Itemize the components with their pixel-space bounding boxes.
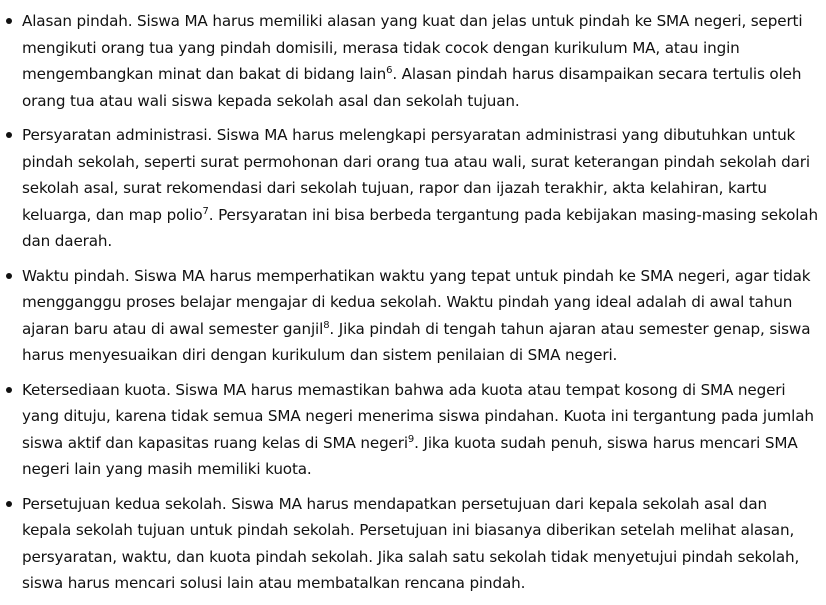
item-text: Alasan pindah. Siswa MA harus memiliki alasan yang kuat dan jelas untuk pindah ke SMA negeri, seperti mengikuti orang tua yang pindah domisili, merasa tidak cocok dengan kurikulum MA, atau ingin mengembangkan minat dan bakat di bidang lain xyxy=(22,12,803,83)
list-item-ketersediaan-kuota xyxy=(0,377,826,483)
list-item-persyaratan-administrasi xyxy=(0,122,826,255)
footnote-link[interactable]: 8 xyxy=(323,319,330,331)
item-text-continued: . Jika kuota sudah penuh, siswa harus mencari SMA negeri lain yang masih memiliki kuota. xyxy=(22,433,798,478)
bullet-icon xyxy=(6,273,12,279)
item-text: Ketersediaan kuota. Siswa MA harus memastikan bahwa ada kuota atau tempat kosong di SMA negeri yang dituju, karena tidak semua SMA negeri menerima siswa pindahan. Kuota ini tergantung pada jumlah siswa aktif dan kapasitas ruang kelas di SMA negeri xyxy=(22,380,814,452)
bullet-list xyxy=(0,8,826,605)
item-text-continued: . Persyaratan ini bisa berbeda tergantung pada kebijakan masing-masing sekolah dan daerah. xyxy=(22,205,818,250)
item-text: Persetujuan kedua sekolah. Siswa MA harus mendapatkan persetujuan dari kepala sekolah asal dan kepala sekolah tujuan untuk pindah sekolah. Persetujuan ini biasanya diberikan setelah melihat alasan, persyaratan, waktu, dan kuota pindah sekolah. Jika salah satu sekolah tidak menyetujui pindah sekolah, siswa harus mencari solusi lain atau membatalkan rencana pindah. xyxy=(22,494,800,592)
item-text: Persyaratan administrasi. Siswa MA harus melengkapi persyaratan administrasi yang dibutuhkan untuk pindah sekolah, seperti surat permohonan dari orang tua atau wali, surat keterangan pindah sekolah dari sekolah asal, surat rekomendasi dari sekolah tujuan, rapor dan ijazah terakhir, akta kelahiran, kartu keluarga, dan map polio xyxy=(22,126,810,224)
item-text-continued: . Jika pindah di tengah tahun ajaran atau semester genap, siswa harus menyesuaikan diri dengan kurikulum dan sistem penilaian di SMA negeri. xyxy=(22,319,811,364)
footnote-link[interactable]: 7 xyxy=(202,205,209,217)
footnote-link[interactable]: 9 xyxy=(407,433,415,445)
footnote-link[interactable]: 6 xyxy=(386,64,393,76)
item-text: Waktu pindah. Siswa MA harus memperhatikan waktu yang tepat untuk pindah ke SMA negeri, agar tidak mengganggu proses belajar mengajar di kedua sekolah. Waktu pindah yang ideal adalah di awal tahun ajaran baru atau di awal semester ganjil xyxy=(22,266,811,338)
bullet-icon xyxy=(6,132,12,138)
list-item-persetujuan-kedua-sekolah xyxy=(0,491,826,597)
list-item-waktu-pindah xyxy=(0,263,826,369)
item-text-continued: . Alasan pindah harus disampaikan secara tertulis oleh orang tua atau wali siswa kepada sekolah asal dan sekolah tujuan. xyxy=(22,65,802,110)
bullet-icon xyxy=(6,387,12,393)
bullet-icon xyxy=(6,501,12,507)
bullet-icon xyxy=(6,18,12,24)
list-item-alasan-pindah xyxy=(0,8,826,114)
